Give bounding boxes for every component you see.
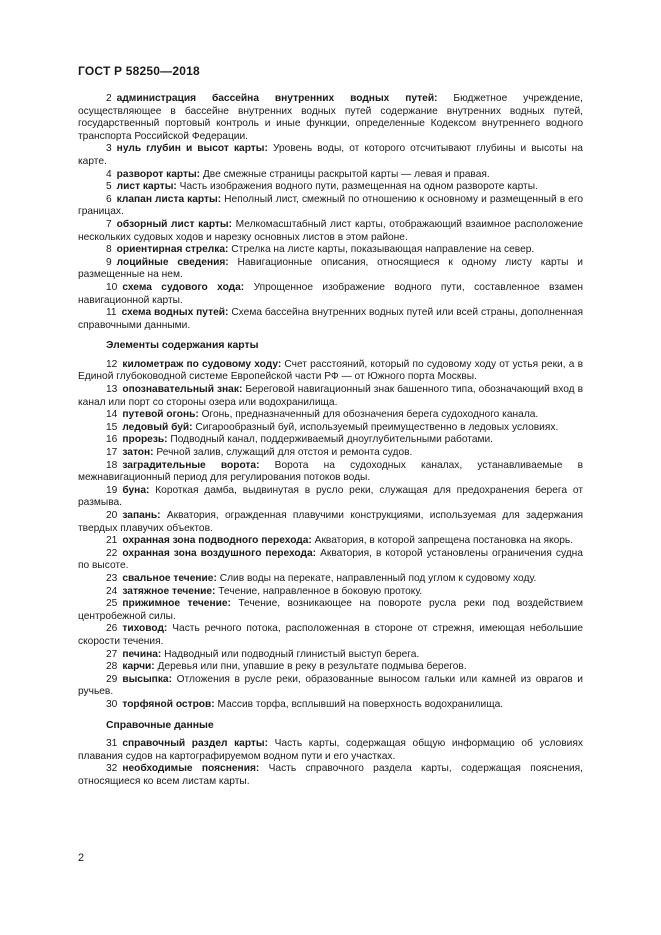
term-definition: Отложения в русле реки, образованные выносом гальки или камней из оврагов и ручьев. xyxy=(78,673,583,698)
term-definition: Течение, возникающее на повороте русла реки под воздействием центробежной силы. xyxy=(78,598,583,622)
term-entry xyxy=(78,573,583,586)
document-header: ГОСТ Р 58250—2018 xyxy=(78,64,200,78)
term-number: 31 xyxy=(106,738,118,750)
term-entry xyxy=(78,586,583,599)
term-name: путевой огонь: xyxy=(122,409,199,421)
term-name: ориентирная стрелка: xyxy=(116,244,229,256)
term-number: 14 xyxy=(106,409,118,421)
term-entry xyxy=(78,447,583,460)
term-number: 19 xyxy=(106,484,118,496)
term-entry xyxy=(78,535,583,548)
term-definition: Акватория, в которой установлены ограничения судна по высоте. xyxy=(78,547,583,572)
term-name: опознавательный знак: xyxy=(122,384,243,396)
term-entry xyxy=(78,93,583,143)
term-number: 7 xyxy=(106,218,112,230)
term-definition: Навигационные описания, относящиеся к одному листу карты и размещенные на нем. xyxy=(78,256,583,281)
term-entry xyxy=(78,485,583,510)
term-name: ледовый буй: xyxy=(122,421,193,433)
term-number: 12 xyxy=(106,358,118,370)
term-number: 13 xyxy=(106,384,118,396)
term-name: лист карты: xyxy=(116,181,177,193)
term-name: затяжное течение: xyxy=(122,585,216,597)
term-name: клапан листа карты: xyxy=(116,193,222,205)
term-entry xyxy=(78,649,583,662)
term-number: 16 xyxy=(106,434,118,446)
term-entry xyxy=(78,194,583,219)
term-name: лоцийные сведения: xyxy=(116,256,229,268)
term-name: охранная зона воздушного перехода: xyxy=(122,547,317,559)
term-entry xyxy=(78,282,583,307)
term-definition: Схема бассейна внутренних водных путей или всей страны, дополненная справочными данными. xyxy=(78,307,583,331)
term-number: 24 xyxy=(106,585,118,597)
term-entry xyxy=(78,699,583,712)
term-entry xyxy=(78,661,583,674)
term-name: схема водных путей: xyxy=(121,307,229,319)
term-number: 11 xyxy=(106,307,117,319)
term-entry xyxy=(78,623,583,648)
term-number: 23 xyxy=(106,572,118,584)
term-name: километраж по судовому ходу: xyxy=(122,358,282,370)
term-definition: Часть изображения водного пути, размещенная на одном развороте карты. xyxy=(179,181,538,193)
term-entry xyxy=(78,244,583,257)
term-name: схема судового хода: xyxy=(122,281,245,293)
term-name: администрация бассейна внутренних водных путей: xyxy=(116,93,438,104)
term-name: буна: xyxy=(122,484,150,496)
term-name: печина: xyxy=(122,648,162,660)
term-definition: Часть речного потока, расположенная в стороне от стрежня, имеющая небольшие скорости течения. xyxy=(78,623,583,647)
term-definition: Подводный канал, поддерживаемый дноуглубительными работами. xyxy=(170,434,494,446)
term-number: 4 xyxy=(106,168,112,180)
term-entry xyxy=(78,219,583,244)
term-definition: Уровень воды, от которого отсчитывают глубины и высоты на карте. xyxy=(78,143,583,167)
term-entry xyxy=(78,169,583,182)
term-number: 27 xyxy=(106,648,118,660)
term-name: торфяной остров: xyxy=(122,698,215,710)
term-entry xyxy=(78,434,583,447)
term-entry xyxy=(78,674,583,699)
term-definition: Часть карты, содержащая общую информацию об условиях плавания судов на картографируемом водном пути и его участках. xyxy=(78,738,583,762)
term-definition: Речной залив, служащий для отстоя и ремонта судов. xyxy=(156,447,413,459)
term-name: прижимное течение: xyxy=(122,598,231,610)
term-definition: Стрелка на листе карты, показывающая направление на север. xyxy=(231,244,535,256)
term-name: запань: xyxy=(122,510,161,521)
term-name: необходимые пояснения: xyxy=(122,763,260,775)
term-entry xyxy=(78,510,583,535)
term-number: 8 xyxy=(106,244,112,256)
term-entry xyxy=(78,738,583,763)
term-number: 26 xyxy=(106,623,118,635)
term-definition: Акватория, в которой запрещена постановка на якорь. xyxy=(314,535,574,547)
term-number: 15 xyxy=(106,421,118,433)
term-definition: Акватория, огражденная плавучими конструкциями, используемая для задержания твердых плавучих объектов. xyxy=(78,510,583,534)
term-number: 28 xyxy=(106,661,118,673)
term-definition: Неполный лист, смежный по отношению к основному и размещенный в его границах. xyxy=(78,193,583,218)
section-heading: Элементы содержания карты xyxy=(106,340,259,352)
term-definition: Слив воды на перекате, направленный под углом к судовому ходу. xyxy=(219,572,537,584)
term-number: 32 xyxy=(106,763,118,775)
term-entry xyxy=(78,460,583,485)
term-entry xyxy=(78,548,583,573)
term-entry xyxy=(78,409,583,422)
term-definition: Бюджетное учреждение, осуществляющее в бассейне внутренних водных путей содержание внутренних водных путей, государственный портовый контроль и иные функции, определенные Кодексом внутреннего водного транспорта Российской Федерации. xyxy=(78,93,584,142)
term-name: разворот карты: xyxy=(116,168,201,180)
page-number: 2 xyxy=(78,852,85,864)
term-number: 6 xyxy=(106,193,112,205)
term-name: прорезь: xyxy=(122,434,168,446)
term-name: охранная зона подводного перехода: xyxy=(122,535,312,547)
document-body xyxy=(78,93,583,788)
term-number: 22 xyxy=(106,547,118,559)
term-name: нуль глубин и высот карты: xyxy=(116,143,268,155)
term-number: 20 xyxy=(106,510,118,521)
term-name: карчи: xyxy=(122,661,155,673)
term-definition: Деревья или пни, упавшие в реку в результате подмыва берегов. xyxy=(157,661,467,673)
term-number: 30 xyxy=(106,698,118,710)
term-entry xyxy=(78,359,583,384)
term-definition: Короткая дамба, выдвинутая в русло реки, служащая для предохранения берега от размыва. xyxy=(78,484,583,509)
term-entry xyxy=(78,598,583,623)
term-definition: Сигарообразный буй, используемый преимущественно в ледовых условиях. xyxy=(195,421,559,433)
term-entry xyxy=(78,181,583,194)
term-number: 29 xyxy=(106,673,118,685)
term-name: свальное течение: xyxy=(122,572,217,584)
term-entry xyxy=(78,763,583,788)
term-definition: Надводный или подводный глинистый выступ берега. xyxy=(164,648,420,660)
term-definition: Часть справочного раздела карты, содержащая пояснения, относящиеся ко всем листам карты. xyxy=(78,763,583,787)
term-number: 9 xyxy=(106,256,112,268)
term-entry xyxy=(78,307,583,332)
term-definition: Упрощенное изображение водного пути, составленное взамен навигационной карты. xyxy=(78,281,583,306)
term-name: обзорный лист карты: xyxy=(116,218,233,230)
section-heading: Справочные данные xyxy=(106,719,214,731)
term-definition: Ворота на судоходных каналах, устанавливаемые в межнавигационный период для регулирования потоков воды. xyxy=(78,459,583,484)
term-number: 5 xyxy=(106,181,112,193)
term-name: высыпка: xyxy=(122,673,172,685)
term-number: 3 xyxy=(106,143,112,155)
term-number: 17 xyxy=(106,447,118,459)
term-definition: Течение, направленное в боковую протоку. xyxy=(218,585,423,597)
term-entry xyxy=(78,143,583,168)
term-number: 21 xyxy=(106,535,118,547)
term-name: затон: xyxy=(122,447,154,459)
term-name: заградительные ворота: xyxy=(122,459,260,471)
term-number: 25 xyxy=(106,598,118,610)
term-number: 10 xyxy=(106,281,118,293)
term-name: справочный раздел карты: xyxy=(122,738,269,750)
term-definition: Счет расстояний, который по судовому ходу от устья реки, а в Единой глубоководной системе Европейской части РФ — от Южного порта Москвы. xyxy=(78,358,583,383)
term-definition: Береговой навигационный знак башенного типа, обозначающий вход в канал или порт со стороны озера или водохранилища. xyxy=(78,384,583,408)
term-number: 2 xyxy=(106,93,112,104)
term-entry xyxy=(78,257,583,282)
term-entry xyxy=(78,422,583,435)
term-definition: Две смежные страницы раскрытой карты — левая и правая. xyxy=(202,168,490,180)
term-definition: Мелкомасштабный лист карты, отображающий взаимное расположение нескольких судовых ходов и нарезку основных листов в этом районе. xyxy=(78,218,583,243)
term-definition: Массив торфа, всплывший на поверхность водохранилища. xyxy=(217,698,504,710)
term-number: 18 xyxy=(106,459,118,471)
term-entry xyxy=(78,384,583,409)
term-name: тиховод: xyxy=(122,623,168,635)
term-definition: Огонь, предназначенный для обозначения берега судоходного канала. xyxy=(201,409,539,421)
